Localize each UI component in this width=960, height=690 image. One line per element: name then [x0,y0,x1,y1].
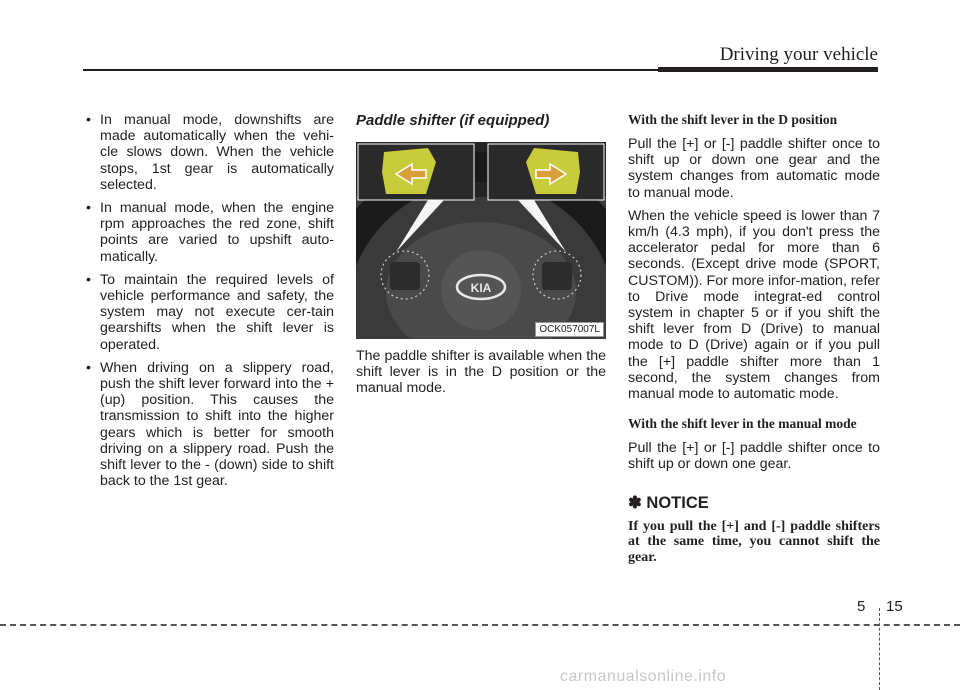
paragraph: Pull the [+] or [-] paddle shifter once to shift up or down one gear. [628,440,880,473]
subhead-d-position: With the shift lever in the D position [628,112,838,127]
paddle-shifter-figure [356,142,606,339]
right-column [628,112,880,565]
section-title: Paddle shifter (if equipped) [356,112,550,129]
bullet-dot-icon: • [86,271,91,288]
header-rule-accent [658,67,878,72]
figure-label: OCK057007L [535,322,604,337]
watermark: carmanualsonline.info [560,668,727,685]
bullet-dot-icon: • [86,112,91,128]
bullet-item: • In manual mode, when the engine rpm approaches the red zone, shift points are varied to upshift auto-matically. [86,200,334,265]
bullet-item: • To maintain the required levels of vehicle performance and safety, the system may not execute cer-tain gearshifts when the shift lever is operated. [86,271,334,353]
paragraph: When the vehicle speed is lower than 7 km/h (4.3 mph), if you don't press the accelerator pedal for more than 6 seconds. (Except drive mode (SPORT, CUSTOM)). For more infor-mation, refer to Drive mode integrat-ed control system in chapter 5 or if you shift the shift lever from D (Drive) to manual mode to D (Drive) again or if you pull the [+] paddle shifter more than 1 second, the system changes from manual mode to automatic mode. [628,207,881,403]
middle-column [356,112,606,397]
subhead-manual-mode: With the shift lever in the manual mode [628,416,857,432]
notice-title: ✽ NOTICE [628,493,709,512]
chapter-number: 5 [857,598,866,615]
bullet-dot-icon: • [86,200,91,217]
paragraph: Pull the [+] or [-] paddle shifter once to shift up or down one gear and the system changes from automatic mode to manual mode. [628,136,880,201]
bullet-item: • In manual mode, downshifts are made automatically when the vehi-cle slows down. When the vehicle stops, 1st gear is automatically selected. [86,112,334,193]
left-column [82,112,334,496]
svg-text:KIA: KIA [470,281,492,295]
paddle-description: The paddle shifter is available when the shift lever is in the D position or the manual mode. [356,348,606,397]
bullet-list [82,112,334,489]
footer-rule [0,624,960,626]
footer-divider [879,608,880,690]
header-rule [83,69,658,71]
notice-text: If you pull the [+] and [-] paddle shifters at the same time, you cannot shift the gear. [628,518,880,565]
running-header: Driving your vehicle [719,44,878,65]
page-number: 15 [886,598,903,615]
steering-wheel-illustration [356,142,606,339]
bullet-dot-icon: • [86,359,91,376]
bullet-item: • When driving on a slippery road, push the shift lever forward into the + (up) position. This causes the transmission to shift into the higher gears which is better for smooth driving on a slippery road. Push the shift lever to the - (down) side to shift back to the 1st gear. [86,359,334,490]
